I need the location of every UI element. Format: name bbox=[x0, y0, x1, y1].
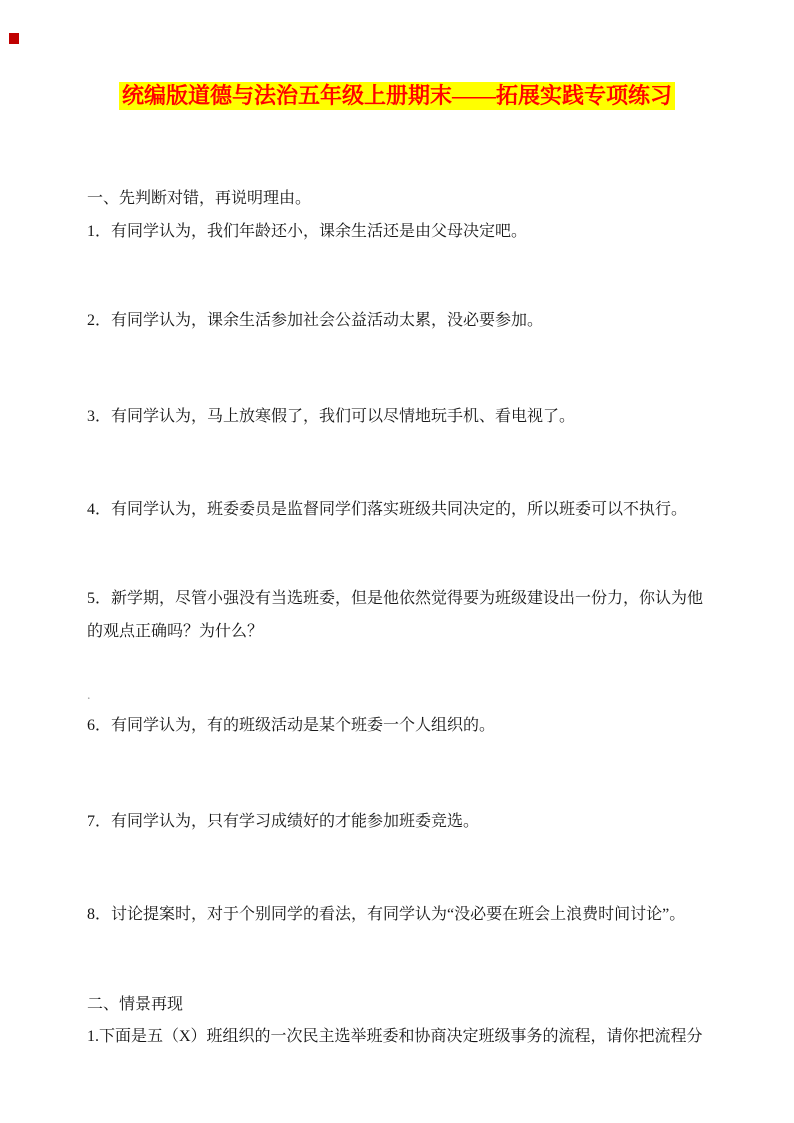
page-title bbox=[0, 82, 794, 110]
question-7: 7．有同学认为，只有学习成绩好的才能参加班委竞选。 bbox=[87, 813, 480, 830]
question-2: 2．有同学认为，课余生活参加社会公益活动太累，没必要参加。 bbox=[87, 312, 544, 329]
section-1-heading: 一、先判断对错，再说明理由。 bbox=[87, 190, 312, 207]
question-2-1: 1.下面是五（X）班组织的一次民主选举班委和协商决定班级事务的流程，请你把流程分 bbox=[87, 1028, 703, 1045]
question-8: 8．讨论提案时，对于个别同学的看法，有同学认为“没必要在班会上浪费时间讨论”。 bbox=[87, 906, 686, 923]
question-6: 6．有同学认为，有的班级活动是某个班委一个人组织的。 bbox=[87, 717, 496, 734]
question-4: 4．有同学认为，班委委员是监督同学们落实班级共同决定的，所以班委可以不执行。 bbox=[87, 501, 688, 518]
question-1: 1．有同学认为，我们年龄还小，课余生活还是由父母决定吧。 bbox=[87, 223, 528, 240]
red-anchor-marker bbox=[9, 33, 19, 44]
page-title-text: 统编版道德与法治五年级上册期末——拓展实践专项练习 bbox=[119, 82, 675, 110]
question-3: 3．有同学认为，马上放寒假了，我们可以尽情地玩手机、看电视了。 bbox=[87, 408, 576, 425]
section-2-heading: 二、情景再现 bbox=[87, 996, 184, 1013]
question-5: 5．新学期，尽管小强没有当选班委，但是他依然觉得要为班级建设出一份力，你认为他的观点正确吗？为什么？ bbox=[87, 590, 704, 640]
stray-period-mark: . bbox=[87, 688, 91, 703]
